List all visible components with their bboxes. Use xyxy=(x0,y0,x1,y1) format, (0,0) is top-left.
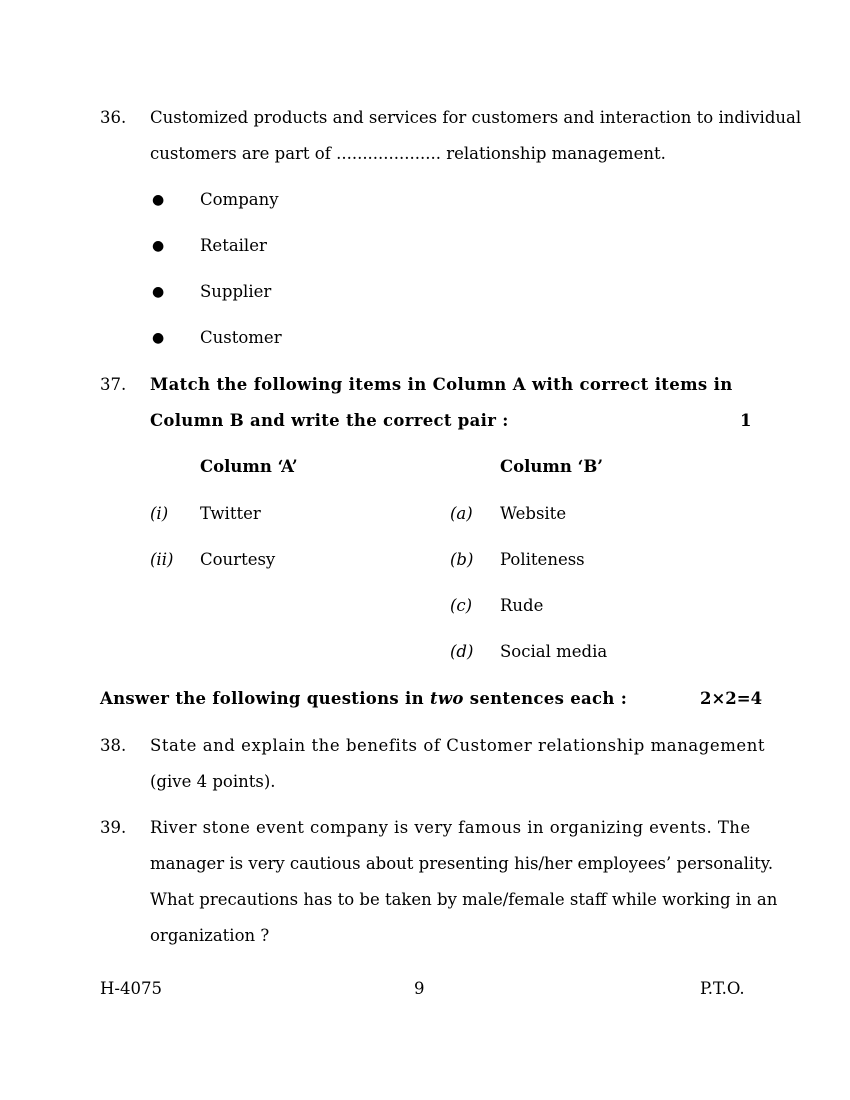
column-b-item: Website xyxy=(500,504,567,523)
bullet-icon: ● xyxy=(152,284,165,300)
column-a-item: Courtesy xyxy=(200,550,276,569)
question-36-line-1: Customized products and services for customers and interaction to individual xyxy=(150,108,802,127)
question-37-number: 37. xyxy=(100,375,127,394)
section-marks: 2×2=4 xyxy=(700,689,763,708)
question-37-line-1 xyxy=(150,375,749,394)
section-heading-emphasis: two xyxy=(429,689,464,708)
bullet-icon: ● xyxy=(152,238,165,254)
column-b-label: (b) xyxy=(450,550,474,569)
footer-paper-code: H-4075 xyxy=(100,979,162,998)
bullet-icon: ● xyxy=(152,330,165,346)
column-a-item: Twitter xyxy=(200,504,261,523)
column-b-label: (a) xyxy=(450,504,473,523)
column-a-header: Column ‘A’ xyxy=(200,457,298,476)
question-37-marks: 1 xyxy=(740,411,752,430)
column-b-header: Column ‘B’ xyxy=(500,457,604,476)
option-item: Retailer xyxy=(200,236,267,255)
section-heading-post: sentences each : xyxy=(469,689,628,708)
bullet-icon: ● xyxy=(152,192,165,208)
column-b-label: (c) xyxy=(450,596,473,615)
question-39-line-3: What precautions has to be taken by male/female staff while working in an xyxy=(150,890,778,909)
column-b-item: Rude xyxy=(500,596,544,615)
footer-pto: P.T.O. xyxy=(700,979,745,998)
question-38-line-1: State and explain the benefits of Customer relationship management xyxy=(150,736,766,755)
column-b-item: Social media xyxy=(500,642,608,661)
option-item: Supplier xyxy=(200,282,272,301)
option-item: Company xyxy=(200,190,279,209)
question-39-line-1: River stone event company is very famous in organizing events. The xyxy=(150,818,751,837)
question-36-number: 36. xyxy=(100,108,127,127)
section-heading xyxy=(100,689,627,708)
column-a-label: (ii) xyxy=(150,550,174,569)
question-39-line-4: organization ? xyxy=(150,926,270,945)
section-heading-pre: Answer the following questions in xyxy=(100,689,424,708)
question-36-line-2: customers are part of .................... relationship management. xyxy=(150,144,666,163)
question-38-line-2: (give 4 points). xyxy=(150,772,276,791)
option-item: Customer xyxy=(200,328,282,347)
column-b-label: (d) xyxy=(450,642,474,661)
question-37-line-2: Column B and write the correct pair : xyxy=(150,411,509,430)
question-39-number: 39. xyxy=(100,818,127,837)
question-37-line-1-text: Match the following items in Column A with correct items in xyxy=(150,375,733,394)
footer-page-number: 9 xyxy=(414,979,425,998)
column-a-label: (i) xyxy=(150,504,169,523)
column-b-item: Politeness xyxy=(500,550,585,569)
question-39-line-2: manager is very cautious about presenting his/her employees’ personality. xyxy=(150,854,774,873)
question-38-number: 38. xyxy=(100,736,127,755)
